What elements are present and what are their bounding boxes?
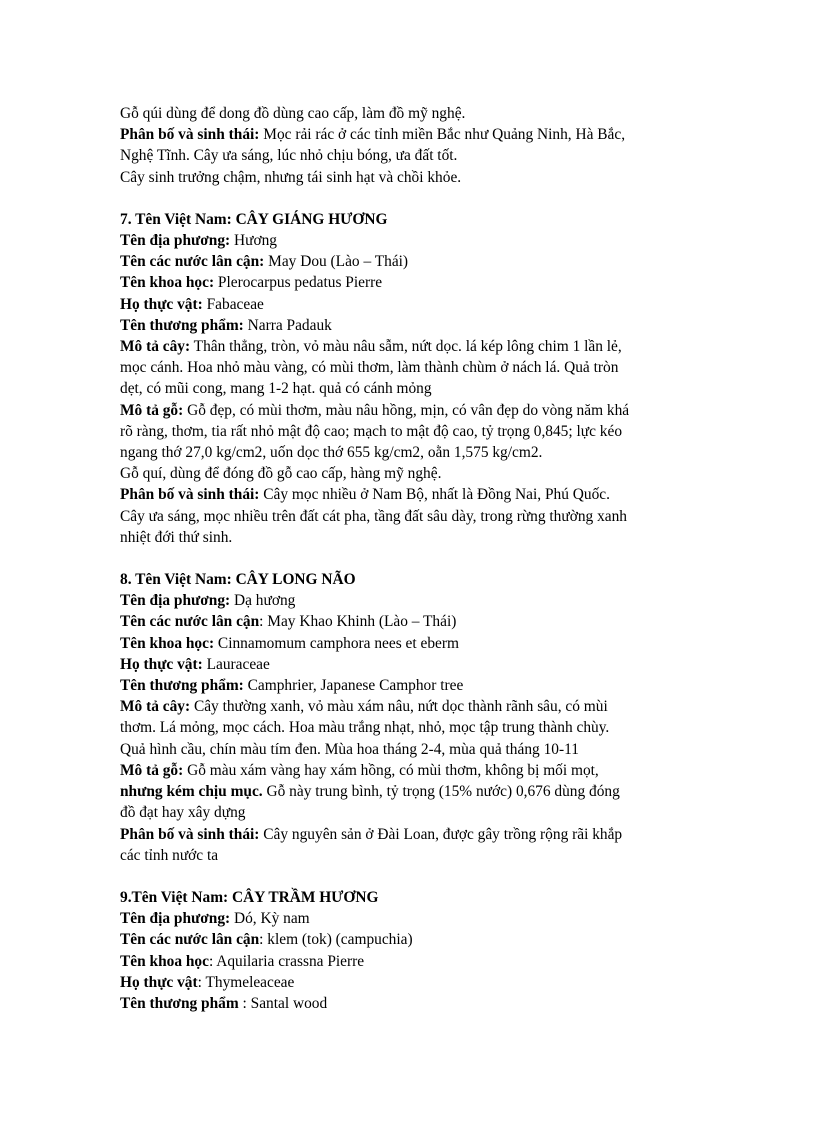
field-value: Cây mọc nhiều ở Nam Bộ, nhất là Đồng Nai, Phú Quốc. <box>259 486 610 504</box>
text-line <box>120 145 700 166</box>
field-value: Gỗ màu xám vàng hay xám hồng, có mùi thơm, không bị mối mọt, <box>183 761 599 779</box>
field-label: Mô tả cây: <box>120 698 191 716</box>
paragraph-text: Nghệ Tĩnh. Cây ưa sáng, lúc nhỏ chịu bóng, ưa đất tốt. <box>120 147 458 165</box>
text-line <box>120 972 700 993</box>
paragraph-text: thơm. Lá mỏng, mọc cách. Hoa màu trắng nhạt, nhỏ, mọc tập trung thành chùy. <box>120 719 610 737</box>
text-line <box>120 908 700 929</box>
spacer <box>120 548 700 569</box>
text-line <box>120 251 700 272</box>
text-line <box>120 590 700 611</box>
text-line <box>120 463 700 484</box>
field-value: Plerocarpus pedatus Pierre <box>214 274 383 292</box>
paragraph-text: dẹt, có mũi cong, mang 1-2 hạt. quả có cánh mỏng <box>120 380 432 398</box>
paragraph-text: các tỉnh nước ta <box>120 846 219 864</box>
field-value: May Dou (Lào – Thái) <box>264 253 409 271</box>
heading-label: 7. Tên Việt Nam: <box>120 210 232 228</box>
field-label: Phân bố và sinh thái: <box>120 486 260 504</box>
text-line <box>120 442 700 463</box>
paragraph-text: Quả hình cầu, chín màu tím đen. Mùa hoa tháng 2-4, mùa quả tháng 10-11 <box>120 740 579 758</box>
field-value: Cinnamomum camphora nees et eberm <box>214 634 459 652</box>
spacer <box>120 188 700 209</box>
field-label: Tên thương phẩm <box>120 994 239 1012</box>
field-label: Mô tả cây: <box>120 338 191 356</box>
text-line <box>120 378 700 399</box>
text-line <box>120 739 700 760</box>
field-value: : klem (tok) (campuchia) <box>259 931 413 949</box>
text-line <box>120 845 700 866</box>
heading-name: CÂY TRẦM HƯƠNG <box>228 888 379 906</box>
field-label: Tên thương phẩm: <box>120 316 244 334</box>
text-line <box>120 675 700 696</box>
field-label: Tên khoa học: <box>120 274 215 292</box>
section-heading <box>120 209 700 230</box>
text-line <box>120 717 700 738</box>
field-label: Tên thương phẩm: <box>120 677 244 695</box>
heading-name: CÂY GIÁNG HƯƠNG <box>231 210 388 228</box>
field-label: Tên các nước lân cận <box>120 613 260 631</box>
field-value: Camphrier, Japanese Camphor tree <box>243 677 464 695</box>
section-heading <box>120 887 700 908</box>
emphasis-text: nhưng kém chịu mục. <box>120 783 263 801</box>
section-heading <box>120 569 700 590</box>
text-line <box>120 272 700 293</box>
text-line <box>120 484 700 505</box>
field-label: Tên khoa học: <box>120 634 215 652</box>
document-page <box>120 103 700 1014</box>
text-line <box>120 400 700 421</box>
field-value: Cây nguyên sản ở Đài Loan, được gây trồng rộng rãi khắp <box>259 825 623 843</box>
text-line <box>120 294 700 315</box>
text-line <box>120 315 700 336</box>
field-label: Tên địa phương: <box>120 910 231 928</box>
field-value: Narra Padauk <box>243 316 332 334</box>
field-value: : Aquilaria crassna Pierre <box>208 952 365 970</box>
field-value: Mọc rải rác ở các tỉnh miền Bắc như Quảng Ninh, Hà Bắc, <box>259 126 626 144</box>
field-label: Họ thực vật <box>120 973 198 991</box>
paragraph-text: ngang thớ 27,0 kg/cm2, uốn dọc thớ 655 kg/cm2, oằn 1,575 kg/cm2. <box>120 444 543 462</box>
paragraph-text: Gỗ quí, dùng để đóng đồ gỗ cao cấp, hàng mỹ nghệ. <box>120 465 442 483</box>
field-value: Dó, Kỳ nam <box>230 910 310 928</box>
text-line <box>120 802 700 823</box>
field-value: Hương <box>230 232 277 250</box>
paragraph-text: nhiệt đới thứ sinh. <box>120 528 233 546</box>
text-line <box>120 781 700 802</box>
paragraph-text: rõ ràng, thơm, tia rất nhỏ mật độ cao; mạch to mật độ cao, tỷ trọng 0,845; lực kéo <box>120 422 623 440</box>
field-label: Tên địa phương: <box>120 232 231 250</box>
text-line <box>120 611 700 632</box>
field-value: Gỗ đẹp, có mùi thơm, màu nâu hồng, mịn, có vân đẹp do vòng năm khá <box>183 401 630 419</box>
text-line <box>120 357 700 378</box>
paragraph-text: Cây sinh trưởng chậm, nhưng tái sinh hạt và chồi khỏe. <box>120 168 462 186</box>
text-line <box>120 993 700 1014</box>
heading-name: CÂY LONG NÃO <box>231 571 356 589</box>
text-line <box>120 654 700 675</box>
paragraph-text: đồ đạt hay xây dựng <box>120 804 246 822</box>
text-line <box>120 167 700 188</box>
paragraph-text: mọc cánh. Hoa nhỏ màu vàng, có mùi thơm, làm thành chùm ở nách lá. Quả tròn <box>120 359 619 377</box>
field-label: Tên khoa học <box>120 952 209 970</box>
field-label: Mô tả gỗ: <box>120 401 184 419</box>
paragraph-text: Gỗ qúi dùng để dong đồ dùng cao cấp, làm đồ mỹ nghệ. <box>120 105 466 122</box>
field-value: : May Khao Khinh (Lào – Thái) <box>259 613 457 631</box>
paragraph-text: Cây ưa sáng, mọc nhiều trên đất cát pha, tầng đất sâu dày, trong rừng thường xanh <box>120 507 628 525</box>
text-line <box>120 696 700 717</box>
text-line <box>120 633 700 654</box>
field-value: Thân thẳng, tròn, vỏ màu nâu sẫm, nứt dọc. lá kép lông chim 1 lần lẻ, <box>190 338 622 356</box>
field-value: : Santal wood <box>238 994 328 1012</box>
text-line <box>120 230 700 251</box>
text-line <box>120 421 700 442</box>
text-line <box>120 506 700 527</box>
field-value: Dạ hương <box>230 592 296 610</box>
field-value: Fabaceae <box>202 295 264 313</box>
text-line <box>120 951 700 972</box>
text-line <box>120 824 700 845</box>
field-value: : Thymeleaceae <box>197 973 295 991</box>
field-value: Cây thường xanh, vỏ màu xám nâu, nứt dọc thành rãnh sâu, có mùi <box>190 698 608 716</box>
spacer <box>120 866 700 887</box>
text-line <box>120 760 700 781</box>
text-line <box>120 527 700 548</box>
text-line <box>120 336 700 357</box>
heading-label: 9.Tên Việt Nam: <box>120 888 229 906</box>
heading-label: 8. Tên Việt Nam: <box>120 571 232 589</box>
text-line <box>120 103 700 124</box>
field-label: Họ thực vật: <box>120 295 203 313</box>
paragraph-text: Gỗ này trung bình, tỷ trọng (15% nước) 0,676 dùng đóng <box>262 783 620 801</box>
field-label: Phân bố và sinh thái: <box>120 126 260 144</box>
field-value: Lauraceae <box>202 655 270 673</box>
field-label: Mô tả gỗ: <box>120 761 184 779</box>
text-line <box>120 929 700 950</box>
field-label: Họ thực vật: <box>120 655 203 673</box>
text-line <box>120 124 700 145</box>
field-label: Phân bố và sinh thái: <box>120 825 260 843</box>
field-label: Tên các nước lân cận: <box>120 253 265 271</box>
field-label: Tên địa phương: <box>120 592 231 610</box>
field-label: Tên các nước lân cận <box>120 931 260 949</box>
